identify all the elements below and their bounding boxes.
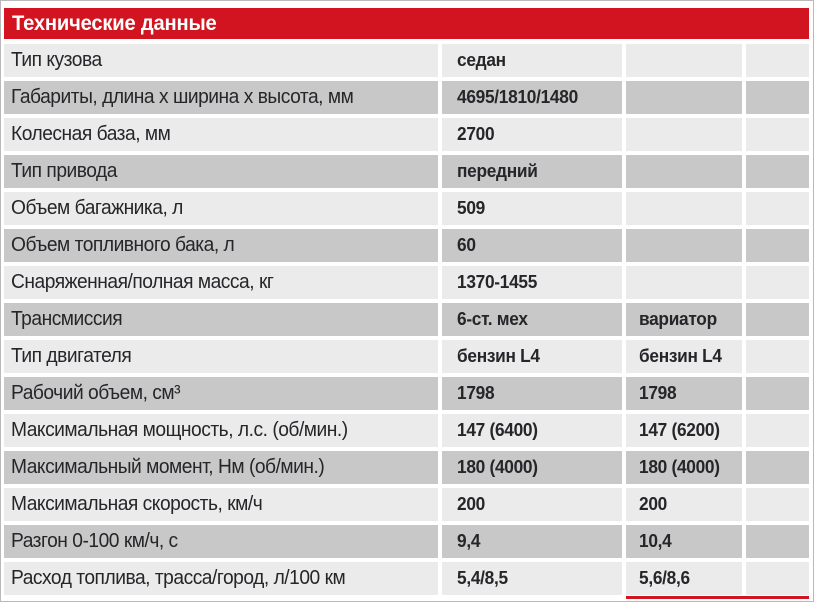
table-row xyxy=(4,118,809,151)
param-label-cell xyxy=(4,414,438,447)
value1-cell xyxy=(442,451,622,484)
param-label-cell-text: Трансмиссия xyxy=(11,308,123,330)
table-row xyxy=(4,229,809,262)
table-row xyxy=(4,525,809,558)
table-row xyxy=(4,340,809,373)
value2-cell xyxy=(626,414,742,447)
param-label-cell-text: Объем топливного бака, л xyxy=(11,234,235,256)
table-row xyxy=(4,155,809,188)
param-label-cell xyxy=(4,340,438,373)
table-header xyxy=(4,8,809,39)
value1-cell xyxy=(442,340,622,373)
value2-cell-text: 200 xyxy=(639,494,667,514)
param-label-cell xyxy=(4,266,438,299)
page-title: Технические данные xyxy=(12,11,217,35)
spacer-cell xyxy=(746,525,809,558)
param-label-cell xyxy=(4,562,438,595)
param-label-cell xyxy=(4,44,438,77)
value1-cell-text: бензин L4 xyxy=(457,346,540,366)
spacer-cell xyxy=(746,340,809,373)
value1-cell xyxy=(442,81,622,114)
param-label-cell-text: Тип двигателя xyxy=(11,345,132,367)
value1-cell-text: 200 xyxy=(457,494,485,514)
value2-cell xyxy=(626,155,742,188)
value1-cell xyxy=(442,155,622,188)
value1-cell-text: передний xyxy=(457,161,538,181)
value1-cell-text: 6-ст. мех xyxy=(457,309,528,329)
table-row xyxy=(4,488,809,521)
value2-cell xyxy=(626,525,742,558)
value1-cell-text: 180 (4000) xyxy=(457,457,538,477)
value1-cell xyxy=(442,303,622,336)
param-label-cell-text: Максимальная мощность, л.с. (об/мин.) xyxy=(11,419,348,441)
value1-cell-text: 5,4/8,5 xyxy=(457,568,508,588)
bottom-red-rule xyxy=(626,596,809,599)
value1-cell-text: 147 (6400) xyxy=(457,420,538,440)
table-row xyxy=(4,81,809,114)
param-label-cell-text: Рабочий объем, см³ xyxy=(11,382,181,404)
param-label-cell xyxy=(4,118,438,151)
value1-cell xyxy=(442,192,622,225)
param-label-cell xyxy=(4,525,438,558)
value2-cell-text: бензин L4 xyxy=(639,346,722,366)
param-label-cell xyxy=(4,488,438,521)
param-label-cell-text: Разгон 0-100 км/ч, с xyxy=(11,530,178,552)
spacer-cell xyxy=(746,303,809,336)
value1-cell xyxy=(442,266,622,299)
value1-cell-text: 2700 xyxy=(457,124,495,144)
value1-cell xyxy=(442,118,622,151)
param-label-cell-text: Тип кузова xyxy=(11,49,102,71)
param-label-cell-text: Максимальная скорость, км/ч xyxy=(11,493,263,515)
table-row xyxy=(4,192,809,225)
value2-cell-text: 147 (6200) xyxy=(639,420,720,440)
param-label-cell xyxy=(4,192,438,225)
spacer-cell xyxy=(746,562,809,595)
value2-cell xyxy=(626,44,742,77)
value1-cell-text: 9,4 xyxy=(457,531,481,551)
table-row xyxy=(4,377,809,410)
param-label-cell xyxy=(4,229,438,262)
value1-cell-text: седан xyxy=(457,50,506,70)
value2-cell-text: 10,4 xyxy=(639,531,672,551)
param-label-cell-text: Габариты, длина х ширина х высота, мм xyxy=(11,86,354,108)
value1-cell-text: 1798 xyxy=(457,383,495,403)
value2-cell xyxy=(626,562,742,595)
table-row xyxy=(4,303,809,336)
param-label-cell-text: Расход топлива, трасса/город, л/100 км xyxy=(11,567,346,589)
table-row xyxy=(4,44,809,77)
spacer-cell xyxy=(746,81,809,114)
table-rows xyxy=(4,44,809,595)
value2-cell xyxy=(626,488,742,521)
table-row xyxy=(4,414,809,447)
param-label-cell-text: Колесная база, мм xyxy=(11,123,171,145)
spacer-cell xyxy=(746,155,809,188)
value2-cell xyxy=(626,451,742,484)
spacer-cell xyxy=(746,118,809,151)
tech-data-table xyxy=(4,8,809,595)
table-row xyxy=(4,266,809,299)
value1-cell xyxy=(442,562,622,595)
param-label-cell xyxy=(4,303,438,336)
table-row xyxy=(4,562,809,595)
param-label-cell-text: Тип привода xyxy=(11,160,117,182)
value2-cell-text: 180 (4000) xyxy=(639,457,720,477)
value2-cell xyxy=(626,81,742,114)
param-label-cell xyxy=(4,451,438,484)
spacer-cell xyxy=(746,377,809,410)
spacer-cell xyxy=(746,451,809,484)
value2-cell xyxy=(626,229,742,262)
value2-cell-text: 1798 xyxy=(639,383,677,403)
spacer-cell xyxy=(746,192,809,225)
value2-cell xyxy=(626,377,742,410)
value2-cell xyxy=(626,266,742,299)
value1-cell xyxy=(442,377,622,410)
value1-cell-text: 509 xyxy=(457,198,485,218)
param-label-cell xyxy=(4,81,438,114)
spacer-cell xyxy=(746,229,809,262)
value1-cell xyxy=(442,414,622,447)
value1-cell-text: 4695/1810/1480 xyxy=(457,87,578,107)
value2-cell-text: вариатор xyxy=(639,309,717,329)
value2-cell xyxy=(626,303,742,336)
spacer-cell xyxy=(746,44,809,77)
value2-cell xyxy=(626,118,742,151)
value1-cell xyxy=(442,488,622,521)
value2-cell-text: 5,6/8,6 xyxy=(639,568,690,588)
value1-cell-text: 1370-1455 xyxy=(457,272,538,292)
param-label-cell-text: Снаряженная/полная масса, кг xyxy=(11,271,274,293)
value1-cell xyxy=(442,229,622,262)
value1-cell xyxy=(442,44,622,77)
spacer-cell xyxy=(746,488,809,521)
value2-cell xyxy=(626,340,742,373)
value2-cell xyxy=(626,192,742,225)
value1-cell-text: 60 xyxy=(457,235,476,255)
spacer-cell xyxy=(746,266,809,299)
table-row xyxy=(4,451,809,484)
param-label-cell-text: Максимальный момент, Нм (об/мин.) xyxy=(11,456,325,478)
spacer-cell xyxy=(746,414,809,447)
param-label-cell xyxy=(4,155,438,188)
param-label-cell xyxy=(4,377,438,410)
value1-cell xyxy=(442,525,622,558)
param-label-cell-text: Объем багажника, л xyxy=(11,197,183,219)
